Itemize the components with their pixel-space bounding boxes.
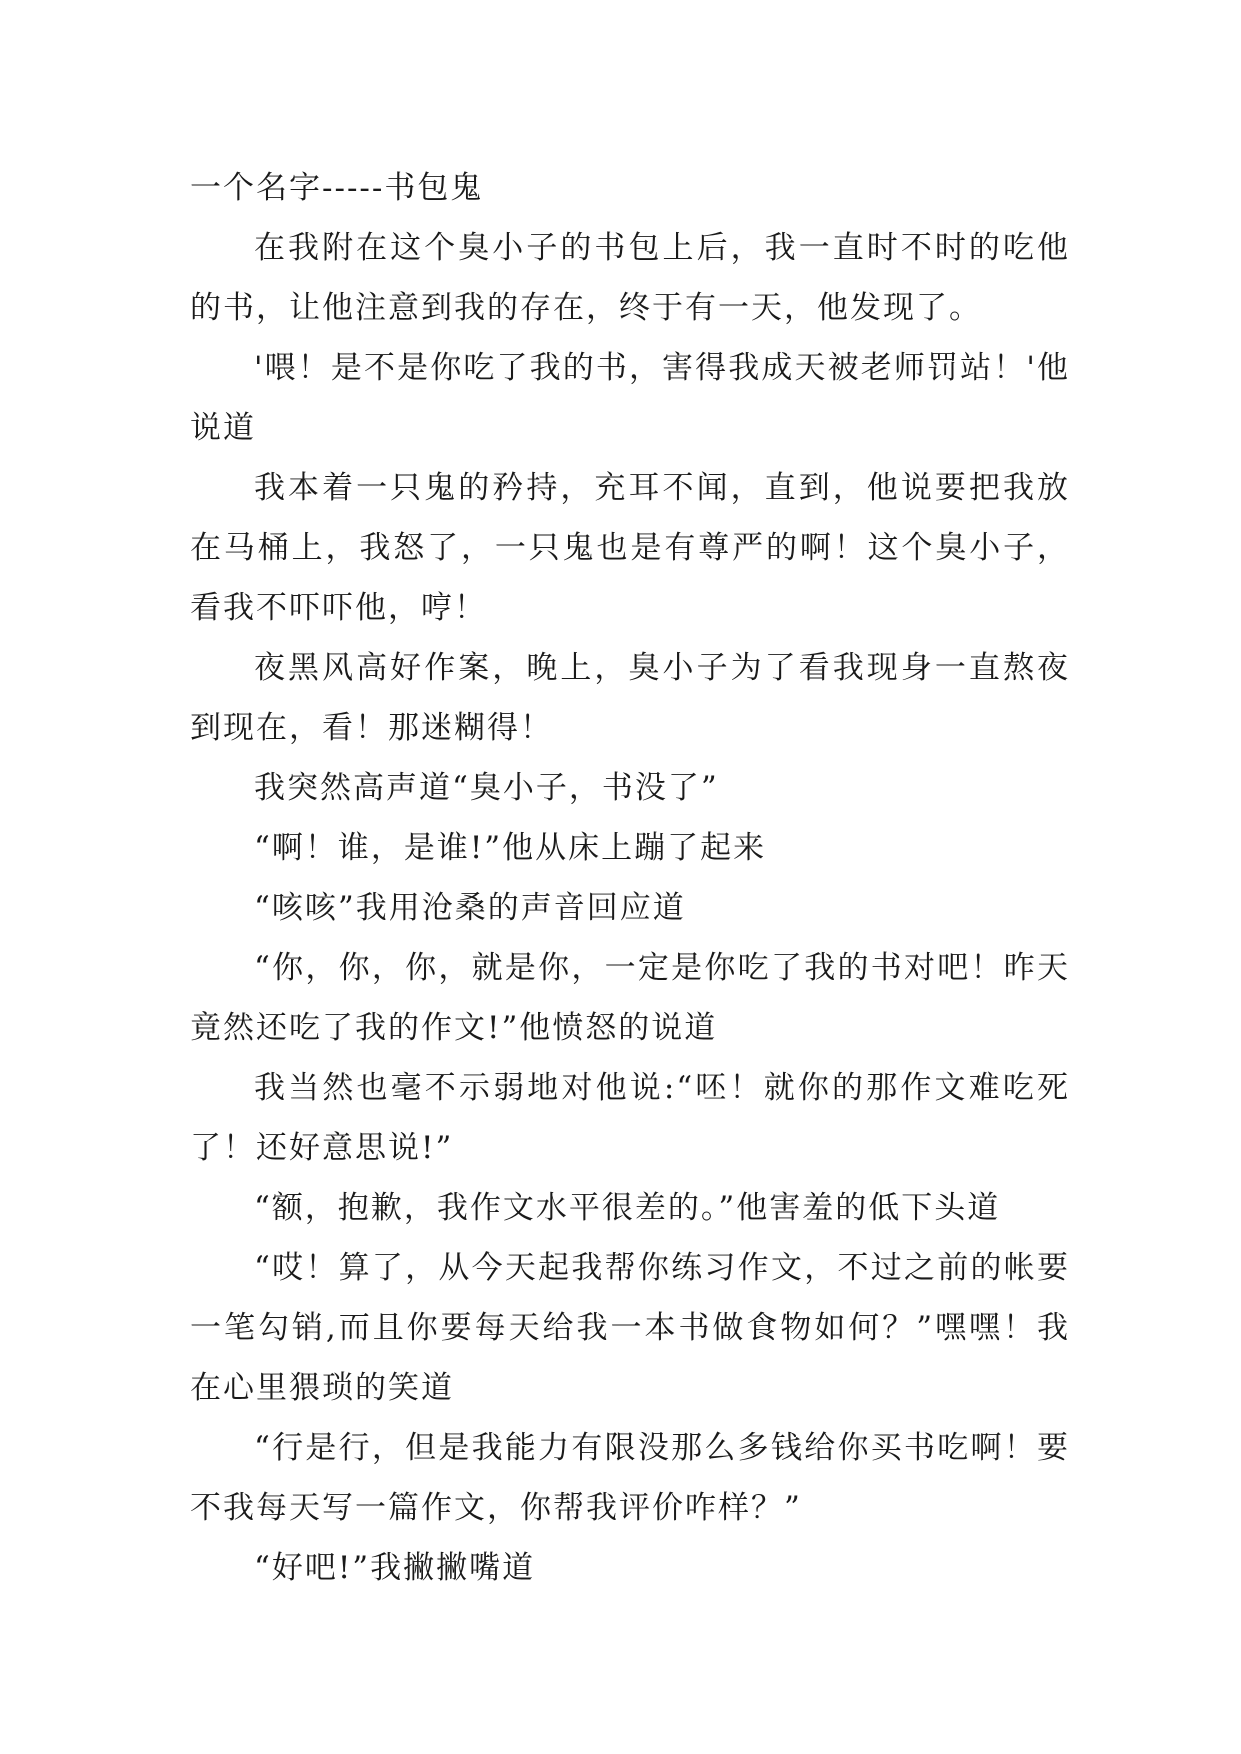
paragraph: “你，你，你，就是你，一定是你吃了我的书对吧！昨天竟然还吃了我的作文!”他愤怒的说道: [190, 950, 1070, 1046]
document-title: 一个名字-----书包鬼: [190, 170, 484, 206]
paragraph: '喂！是不是你吃了我的书，害得我成天被老师罚站！'他说道: [190, 350, 1070, 446]
paragraph: “哎！算了，从今天起我帮你练习作文，不过之前的帐要一笔勾销,而且你要每天给我一本书做食物如何？”嘿嘿！我在心里猥琐的笑道: [190, 1250, 1070, 1406]
paragraph: 在我附在这个臭小子的书包上后，我一直时不时的吃他的书，让他注意到我的存在，终于有一天，他发现了。: [190, 230, 1070, 326]
paragraph: 我突然高声道“臭小子，书没了”: [254, 770, 719, 806]
paragraph: “行是行，但是我能力有限没那么多钱给你买书吃啊！要不我每天写一篇作文，你帮我评价咋样？”: [190, 1430, 1070, 1526]
paragraph: “额，抱歉，我作文水平很差的。”他害羞的低下头道: [254, 1190, 1001, 1226]
paragraph: 我当然也毫不示弱地对他说:“呸！就你的那作文难吃死了！还好意思说!”: [190, 1070, 1070, 1166]
paragraph: “咳咳”我用沧桑的声音回应道: [254, 890, 686, 926]
paragraph: “啊！谁，是谁!”他从床上蹦了起来: [254, 830, 767, 866]
paragraph: 我本着一只鬼的矜持，充耳不闻，直到，他说要把我放在马桶上，我怒了，一只鬼也是有尊严的啊！这个臭小子，看我不吓吓他，哼！: [190, 470, 1070, 626]
paragraph: 夜黑风高好作案，晚上，臭小子为了看我现身一直熬夜到现在，看！那迷糊得！: [190, 650, 1070, 746]
document-body: [190, 158, 1070, 1598]
paragraph: “好吧!”我撇撇嘴道: [254, 1550, 536, 1586]
